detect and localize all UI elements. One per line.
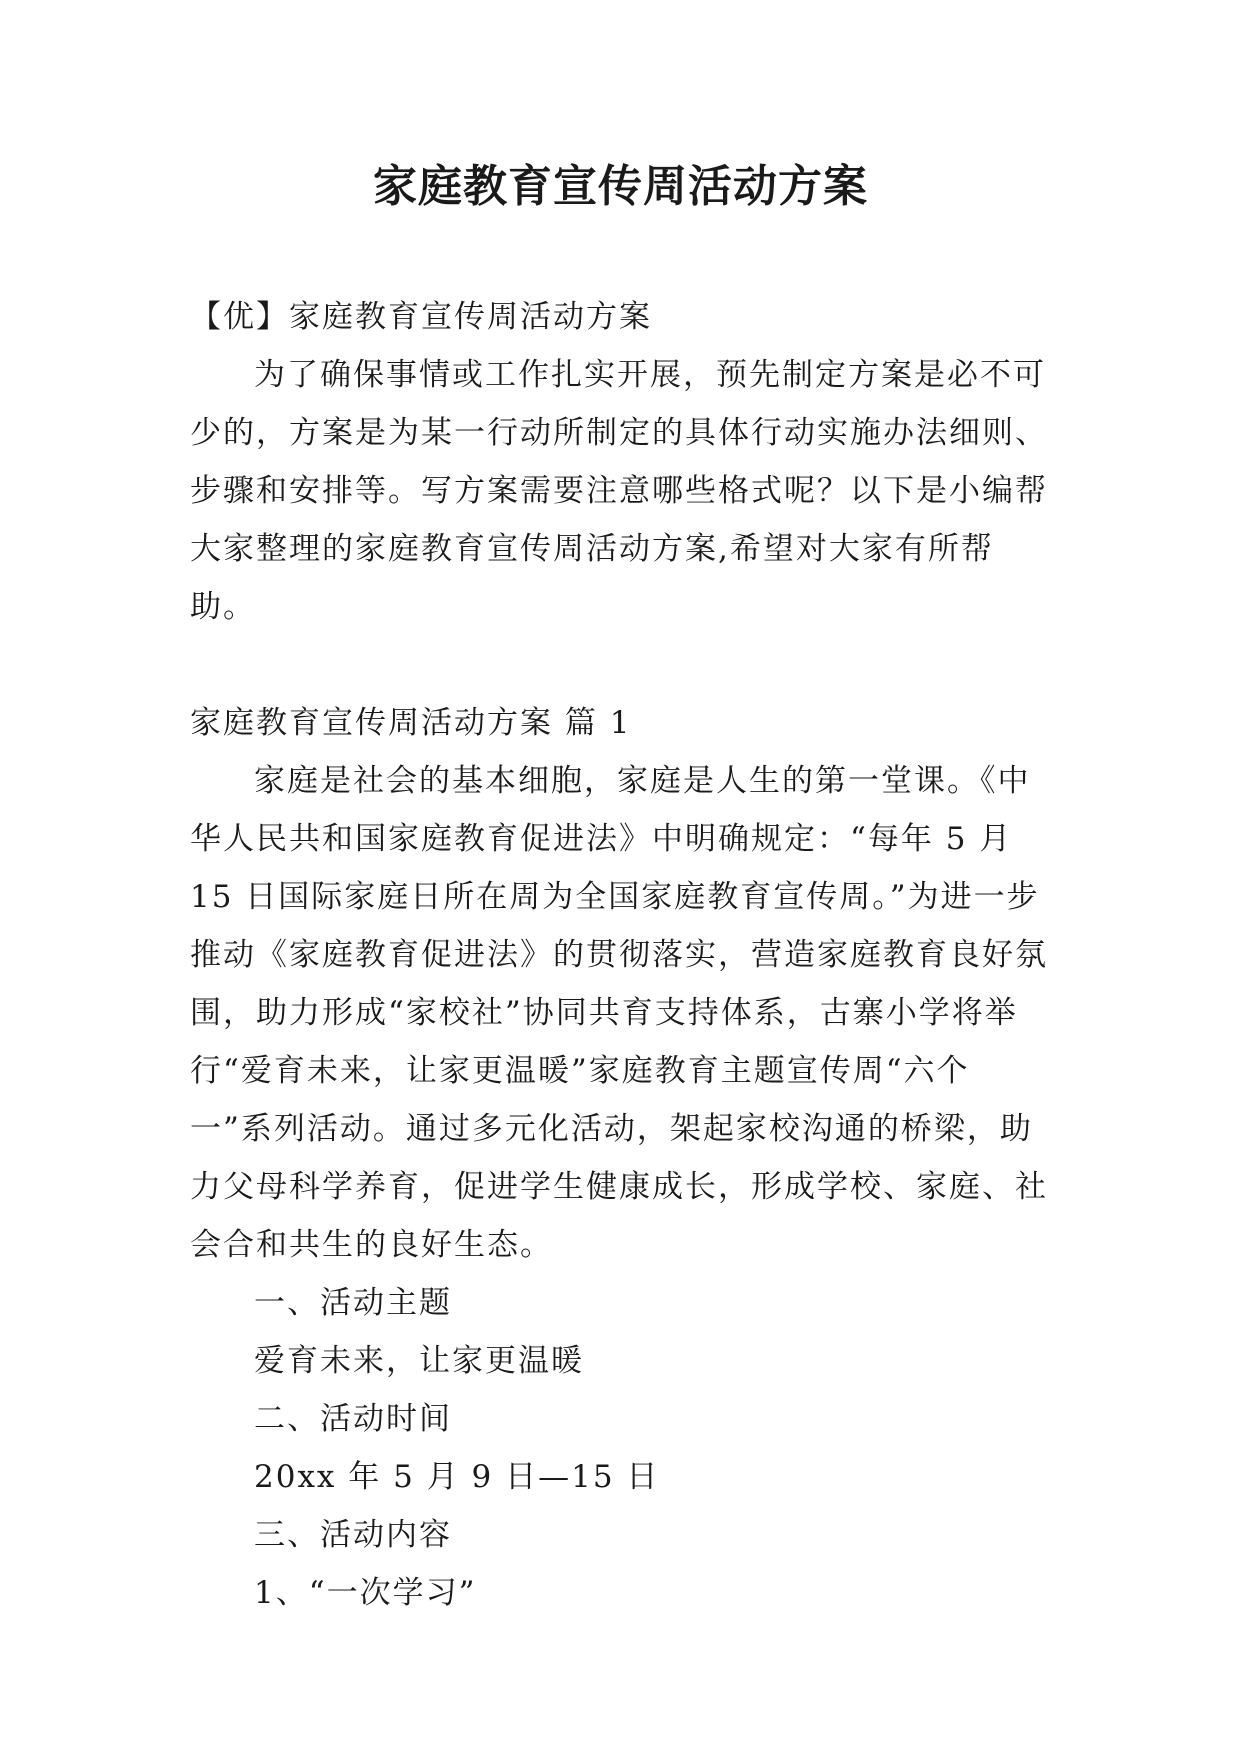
heading-activity-content: 三、活动内容 (254, 1517, 452, 1553)
heading-activity-time: 二、活动时间 (254, 1401, 452, 1437)
document-subtitle: 【优】家庭教育宣传周活动方案 (190, 299, 652, 335)
intro-paragraph: 为了确保事情或工作扎实开展，预先制定方案是必不可少的，方案是为某一行动所制定的具体行动实施办法细则、步骤和安排等。写方案需要注意哪些格式呢？以下是小编帮大家整理的家庭教育宣传周活动方案,希望对大家有所帮助。 (190, 357, 1048, 625)
activity-theme-text: 爱育未来，让家更温暖 (254, 1343, 584, 1379)
document-body (190, 288, 1050, 1622)
heading-activity-theme: 一、活动主题 (254, 1285, 452, 1321)
section-paragraph: 家庭是社会的基本细胞，家庭是人生的第一堂课。《中华人民共和国家庭教育促进法》中明确规定：“每年 5 月 15 日国际家庭日所在周为全国家庭教育宣传周。”为进一步推动《家庭教育促进法》的贯彻落实，营造家庭教育良好氛围，助力形成“家校社”协同共育支持体系，古寨小学将举行“爱育未来，让家更温暖”家庭教育主题宣传周“六个一”系列活动。通过多元化活动，架起家校沟通的桥梁，助力父母科学养育，促进学生健康成长，形成学校、家庭、社会合和共生的良好生态。 (190, 763, 1048, 1263)
activity-item-1: 1、“一次学习” (254, 1575, 477, 1611)
section-title: 家庭教育宣传周活动方案 篇 1 (190, 705, 632, 741)
activity-time-text: 20xx 年 5 月 9 日—15 日 (254, 1459, 660, 1495)
paragraph-gap (190, 636, 1050, 694)
document-title: 家庭教育宣传周活动方案 (373, 161, 868, 212)
